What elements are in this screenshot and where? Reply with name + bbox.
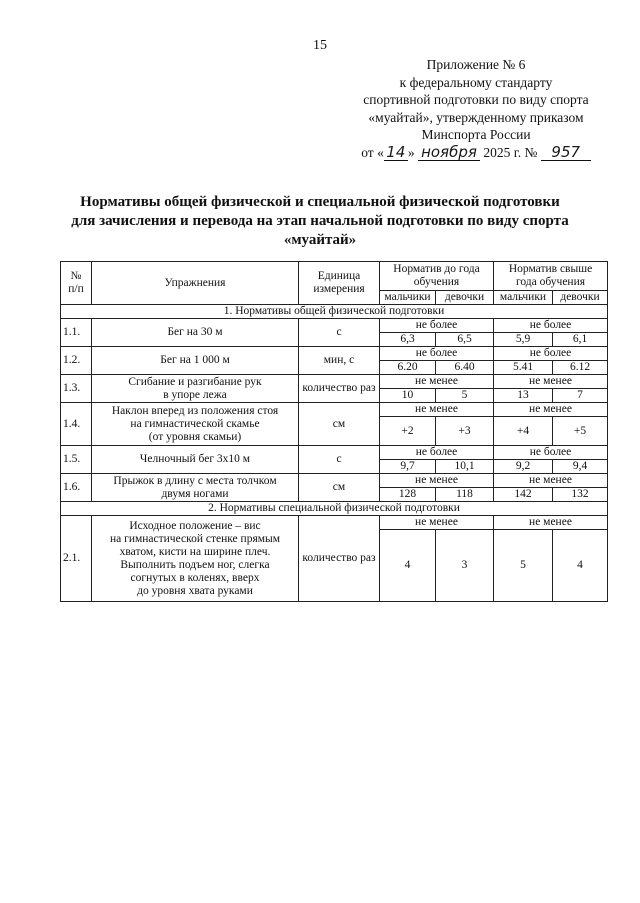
condition: не более <box>494 319 608 333</box>
value-girls-up-to-year: 6.40 <box>436 361 494 375</box>
value-girls-up-to-year: 10,1 <box>436 460 494 474</box>
date-prefix: от « <box>361 144 384 160</box>
value-girls-over-year: 6,1 <box>553 333 608 347</box>
header-norm-over-year: Норматив свыше года обучения <box>494 262 608 291</box>
value-girls-over-year: 132 <box>553 488 608 502</box>
value-boys-over-year: 13 <box>494 389 553 403</box>
handwritten-day: 14 <box>384 145 408 161</box>
handwritten-month: ноября <box>418 145 480 161</box>
unit: количество раз <box>299 516 380 602</box>
order-date-line <box>340 144 612 162</box>
section-title: 1. Нормативы общей физической подготовки <box>61 305 608 319</box>
page-number: 15 <box>313 38 327 53</box>
row-num: 1.5. <box>61 446 92 474</box>
appendix-line-5: Минспорта России <box>421 127 531 142</box>
row-num: 1.2. <box>61 347 92 375</box>
header-boys: мальчики <box>380 291 436 305</box>
value-boys-up-to-year: 6.20 <box>380 361 436 375</box>
appendix-line-1: Приложение № 6 <box>426 57 526 72</box>
value-boys-up-to-year: 10 <box>380 389 436 403</box>
condition: не более <box>380 319 494 333</box>
section-title: 2. Нормативы специальной физической подготовки <box>61 502 608 516</box>
condition: не менее <box>380 375 494 389</box>
appendix-line-3: спортивной подготовки по виду спорта <box>363 92 589 107</box>
condition: не менее <box>494 516 608 530</box>
value-boys-over-year: 142 <box>494 488 553 502</box>
row-num: 1.3. <box>61 375 92 403</box>
header-norm-up-to-year: Норматив до года обучения <box>380 262 494 291</box>
condition: не более <box>380 446 494 460</box>
condition: не менее <box>494 403 608 417</box>
condition: не менее <box>380 516 494 530</box>
value-girls-up-to-year: 6,5 <box>436 333 494 347</box>
year-text: 2025 г. № <box>483 144 538 160</box>
exercise-name: Челночный бег 3х10 м <box>92 446 299 474</box>
title-line-2: для зачисления и перевода на этап начальной подготовки по виду спорта <box>71 213 569 229</box>
row-num: 1.4. <box>61 403 92 446</box>
appendix-header <box>340 56 612 161</box>
title-line-3: «муайтай» <box>283 232 357 248</box>
value-girls-up-to-year: 3 <box>436 530 494 602</box>
appendix-line-4: «муайтай», утвержденному приказом <box>368 109 584 125</box>
condition: не более <box>494 446 608 460</box>
date-close: » <box>407 144 415 160</box>
value-boys-up-to-year: +2 <box>380 417 436 446</box>
value-girls-over-year: 4 <box>553 530 608 602</box>
condition: не менее <box>380 403 494 417</box>
value-boys-up-to-year: 128 <box>380 488 436 502</box>
value-boys-up-to-year: 4 <box>380 530 436 602</box>
unit: с <box>299 446 380 474</box>
row-num: 2.1. <box>61 516 92 602</box>
unit: мин, с <box>299 347 380 375</box>
value-girls-over-year: 9,4 <box>553 460 608 474</box>
title-line-1: Нормативы общей физической и специальной физической подготовки <box>80 194 560 210</box>
handwritten-order-number: 957 <box>541 145 591 161</box>
value-girls-up-to-year: 118 <box>436 488 494 502</box>
value-girls-up-to-year: +3 <box>436 417 494 446</box>
value-boys-over-year: +4 <box>494 417 553 446</box>
value-boys-over-year: 5 <box>494 530 553 602</box>
value-girls-over-year: 6.12 <box>553 361 608 375</box>
header-exercise: Упражнения <box>92 262 299 305</box>
exercise-name: Бег на 30 м <box>92 319 299 347</box>
standards-table <box>60 261 608 602</box>
unit: с <box>299 319 380 347</box>
appendix-line-2: к федеральному стандарту <box>399 74 553 90</box>
exercise-name: Наклон вперед из положения стоя на гимнастической скамье (от уровня скамьи) <box>92 403 299 446</box>
unit: см <box>299 403 380 446</box>
value-girls-over-year: 7 <box>553 389 608 403</box>
condition: не менее <box>380 474 494 488</box>
condition: не более <box>380 347 494 361</box>
row-num: 1.6. <box>61 474 92 502</box>
value-boys-over-year: 9,2 <box>494 460 553 474</box>
value-girls-up-to-year: 5 <box>436 389 494 403</box>
row-num: 1.1. <box>61 319 92 347</box>
exercise-name: Исходное положение – вис на гимнастической стенке прямым хватом, кисти на ширине плеч. Выполнить подъем ног, слегка согнутых в коленях, вверх до уровня хвата руками <box>92 516 299 602</box>
document-title <box>60 193 580 250</box>
value-boys-up-to-year: 6,3 <box>380 333 436 347</box>
value-boys-over-year: 5.41 <box>494 361 553 375</box>
header-girls: девочки <box>553 291 608 305</box>
exercise-name: Сгибание и разгибание рук в упоре лежа <box>92 375 299 403</box>
unit: количество раз <box>299 375 380 403</box>
unit: см <box>299 474 380 502</box>
header-girls: девочки <box>436 291 494 305</box>
condition: не менее <box>494 474 608 488</box>
value-boys-up-to-year: 9,7 <box>380 460 436 474</box>
exercise-name: Бег на 1 000 м <box>92 347 299 375</box>
value-girls-over-year: +5 <box>553 417 608 446</box>
exercise-name: Прыжок в длину с места толчком двумя ногами <box>92 474 299 502</box>
value-boys-over-year: 5,9 <box>494 333 553 347</box>
header-unit: Единица измерения <box>299 262 380 305</box>
condition: не более <box>494 347 608 361</box>
condition: не менее <box>494 375 608 389</box>
header-num: № п/п <box>61 262 92 305</box>
header-boys: мальчики <box>494 291 553 305</box>
